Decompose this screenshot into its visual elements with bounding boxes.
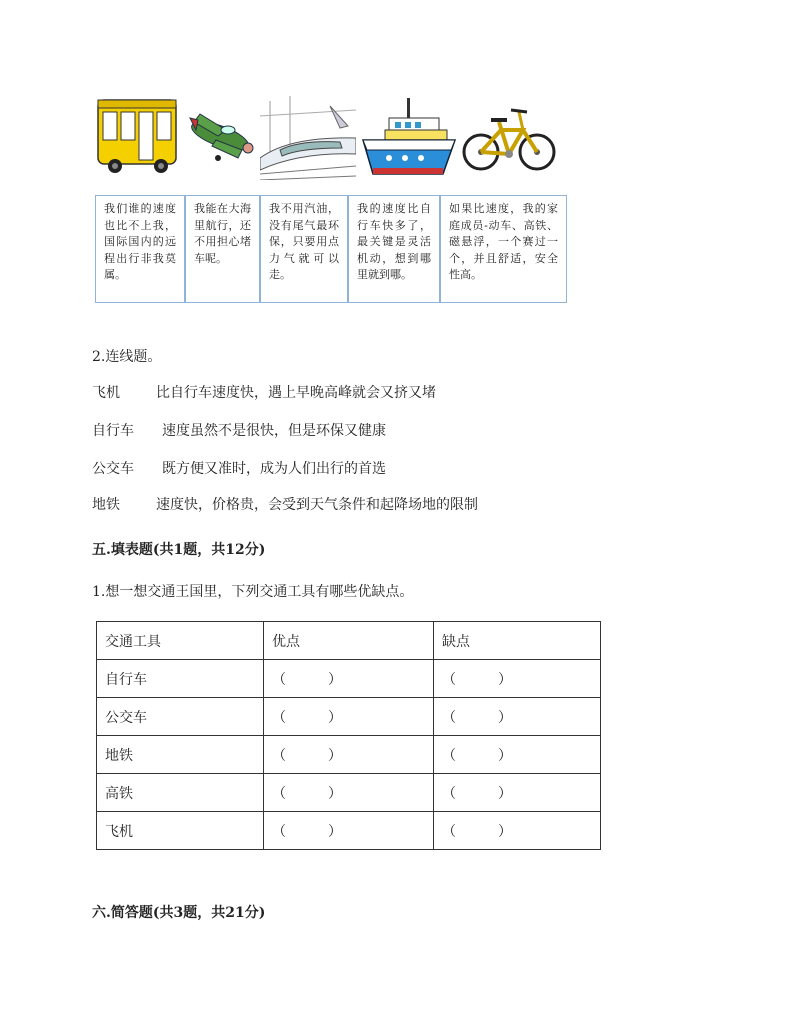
table-cell-name: 自行车 <box>97 660 264 698</box>
table-cell-name: 飞机 <box>97 812 264 850</box>
card-plane: 我们谁的速度也比不上我，国际国内的远程出行非我莫属。 <box>95 195 185 303</box>
table-cell-con[interactable]: （ ） <box>434 698 601 736</box>
table-cell-pro[interactable]: （ ） <box>264 736 434 774</box>
match-row <box>92 420 386 440</box>
ship-icon <box>359 96 459 180</box>
table-cell-pro[interactable]: （ ） <box>264 698 434 736</box>
section6-heading: 六.简答题(共3题，共21分) <box>92 905 266 921</box>
table-row <box>97 660 601 698</box>
match-desc: 速度快，价格贵，会受到天气条件和起降场地的限制 <box>156 497 478 513</box>
table-header: 优点 <box>264 622 434 660</box>
q2-title: 2.连线题。 <box>92 349 162 365</box>
table-row <box>97 698 601 736</box>
table-header-row <box>97 622 601 660</box>
table-cell-con[interactable]: （ ） <box>434 736 601 774</box>
section5-heading: 五.填表题(共1题，共12分) <box>92 542 266 558</box>
bicycle-icon <box>461 96 559 180</box>
card-train: 如果比速度，我的家庭成员-动车、高铁、磁悬浮，一个赛过一个，并且舒适，安全性高。 <box>440 195 567 303</box>
bus-icon <box>95 96 180 180</box>
card-bus: 我的速度比自行车快多了，最关键是灵活机动，想到哪里就到哪。 <box>348 195 440 303</box>
transport-pictures <box>95 96 565 184</box>
table-row <box>97 736 601 774</box>
table-cell-pro[interactable]: （ ） <box>264 660 434 698</box>
match-row <box>92 458 386 478</box>
pros-cons-table <box>96 621 601 850</box>
table-cell-con[interactable]: （ ） <box>434 660 601 698</box>
table-row <box>97 812 601 850</box>
match-name: 公交车 <box>92 461 134 477</box>
table-cell-name: 高铁 <box>97 774 264 812</box>
table-cell-name: 地铁 <box>97 736 264 774</box>
match-desc: 速度虽然不是很快，但是环保又健康 <box>162 423 386 439</box>
table-cell-pro[interactable]: （ ） <box>264 812 434 850</box>
table-row <box>97 774 601 812</box>
table-cell-con[interactable]: （ ） <box>434 812 601 850</box>
match-row <box>92 382 436 402</box>
card-bicycle: 我不用汽油，没有尾气最环保，只要用点力气就可以走。 <box>260 195 348 303</box>
match-name: 飞机 <box>92 385 120 401</box>
table-cell-con[interactable]: （ ） <box>434 774 601 812</box>
match-row <box>92 494 478 514</box>
train-icon <box>260 96 356 180</box>
table-cell-pro[interactable]: （ ） <box>264 774 434 812</box>
table-cell-name: 公交车 <box>97 698 264 736</box>
table-header: 缺点 <box>434 622 601 660</box>
airplane-icon <box>180 96 260 180</box>
card-ship: 我能在大海里航行，还不用担心堵车呢。 <box>185 195 260 303</box>
match-name: 地铁 <box>92 497 120 513</box>
match-desc: 比自行车速度快，遇上早晚高峰就会又挤又堵 <box>156 385 436 401</box>
match-desc: 既方便又准时，成为人们出行的首选 <box>162 461 386 477</box>
table-header: 交通工具 <box>97 622 264 660</box>
match-name: 自行车 <box>92 423 134 439</box>
section5-question: 1.想一想交通王国里，下列交通工具有哪些优缺点。 <box>92 584 414 600</box>
